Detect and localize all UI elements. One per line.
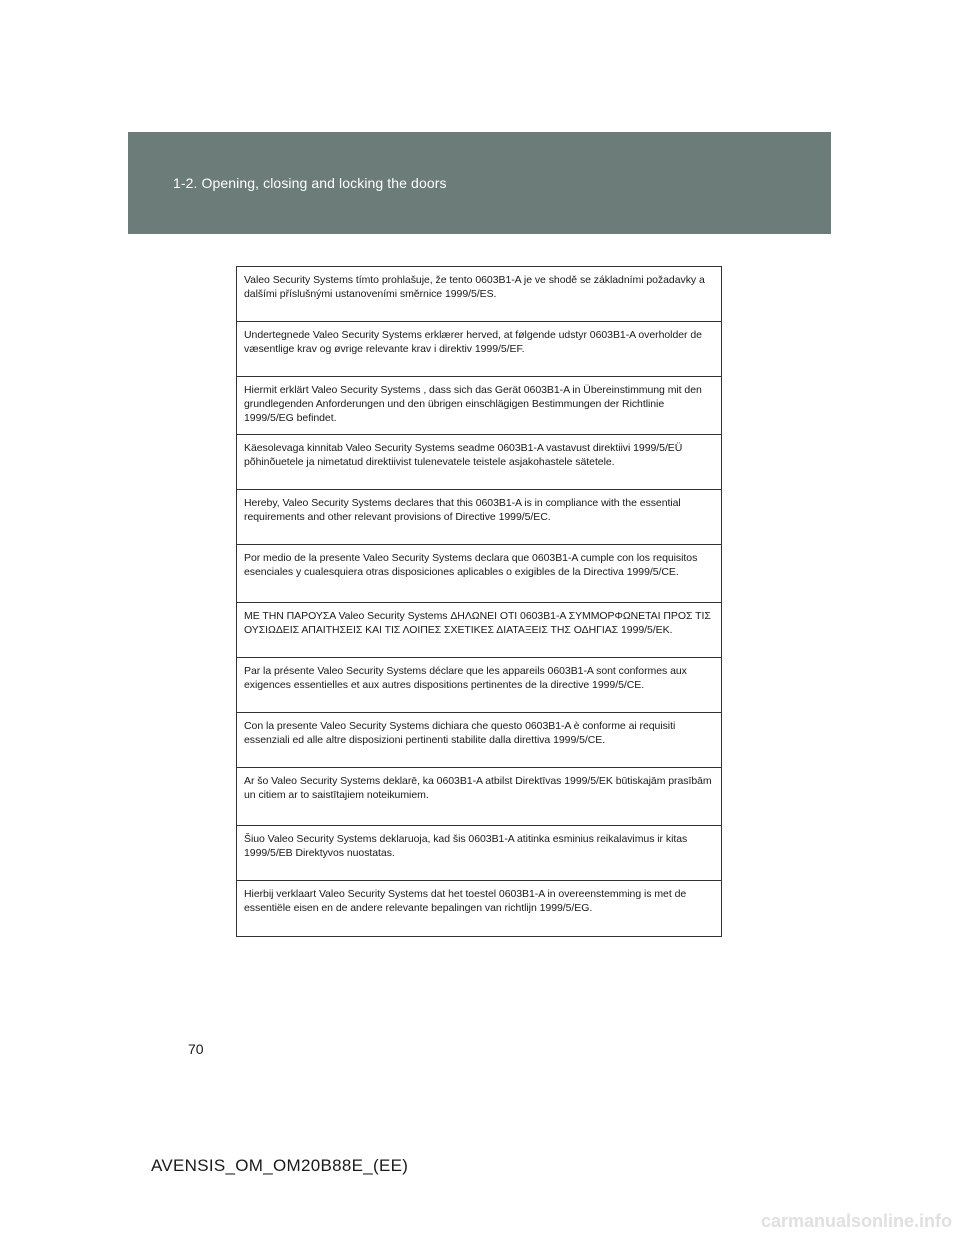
watermark: carmanualsonline.info bbox=[760, 1211, 952, 1231]
page-number: 70 bbox=[188, 1041, 204, 1057]
declaration-row-danish: Undertegnede Valeo Security Systems erklærer herved, at følgende udstyr 0603B1-A overholder de væsentlige krav og øvrige relevante krav i direktiv 1999/5/EF. bbox=[237, 322, 721, 377]
declaration-row-lithuanian: Šiuo Valeo Security Systems deklaruoja, kad šis 0603B1-A atitinka esminius reikalavimus ir kitas 1999/5/EB Direktyvos nuostatas. bbox=[237, 826, 721, 881]
declaration-row-greek: ΜΕ ΤΗΝ ΠΑΡΟΥΣΑ Valeo Security Systems ΔΗΛΩΝΕΙ ΟΤΙ 0603B1-A ΣΥΜΜΟΡΦΩΝΕΤΑΙ ΠΡΟΣ ΤΙΣ ΟΥΣΙΩΔΕΙΣ ΑΠΑΙΤΗΣΕΙΣ ΚΑΙ ΤΙΣ ΛΟΙΠΕΣ ΣΧΕΤΙΚΕΣ ΔΙΑΤΑΞΕΙΣ ΤΗΣ ΟΔΗΓΙΑΣ 1999/5/ΕΚ. bbox=[237, 603, 721, 658]
declaration-row-czech: Valeo Security Systems tímto prohlašuje, že tento 0603B1-A je ve shodě se základními požadavky a dalšími příslušnými ustanoveními směrnice 1999/5/ES. bbox=[237, 267, 721, 322]
declaration-row-spanish: Por medio de la presente Valeo Security Systems declara que 0603B1-A cumple con los requisitos esenciales y cualesquiera otras disposiciones aplicables o exigibles de la Directiva 1999/5/CE. bbox=[237, 545, 721, 603]
declaration-row-estonian: Käesolevaga kinnitab Valeo Security Systems seadme 0603B1-A vastavust direktiivi 1999/5/EÜ põhinõuetele ja nimetatud direktiivist tulenevatele teistele asjakohastele sätetele. bbox=[237, 435, 721, 490]
section-title: 1-2. Opening, closing and locking the doors bbox=[173, 175, 447, 191]
declaration-row-english: Hereby, Valeo Security Systems declares that this 0603B1-A is in compliance with the essential requirements and other relevant provisions of Directive 1999/5/EC. bbox=[237, 490, 721, 545]
document-code: AVENSIS_OM_OM20B88E_(EE) bbox=[151, 1156, 409, 1175]
section-header-band bbox=[128, 132, 831, 234]
declaration-table bbox=[236, 266, 722, 937]
declaration-row-dutch: Hierbij verklaart Valeo Security Systems dat het toestel 0603B1-A in overeenstemming is met de essentiële eisen en de andere relevante bepalingen van richtlijn 1999/5/EG. bbox=[244, 888, 687, 914]
declaration-row-latvian: Ar šo Valeo Security Systems deklarē, ka 0603B1-A atbilst Direktīvas 1999/5/EK būtiskajām prasībām un citiem ar to saistītajiem noteikumiem. bbox=[237, 768, 721, 826]
declaration-row-french: Par la présente Valeo Security Systems déclare que les appareils 0603B1-A sont conformes aux exigences essentielles et aux autres dispositions pertinentes de la directive 1999/5/CE. bbox=[237, 658, 721, 713]
declaration-row-german: Hiermit erklärt Valeo Security Systems , dass sich das Gerät 0603B1-A in Übereinstimmung mit den grundlegenden Anforderungen und den übrigen einschlägigen Bestimmungen der Richtlinie 1999/5/EG befindet. bbox=[237, 377, 721, 435]
declaration-row-italian: Con la presente Valeo Security Systems dichiara che questo 0603B1-A è conforme ai requisiti essenziali ed alle altre disposizioni pertinenti stabilite dalla direttiva 1999/5/CE. bbox=[237, 713, 721, 768]
